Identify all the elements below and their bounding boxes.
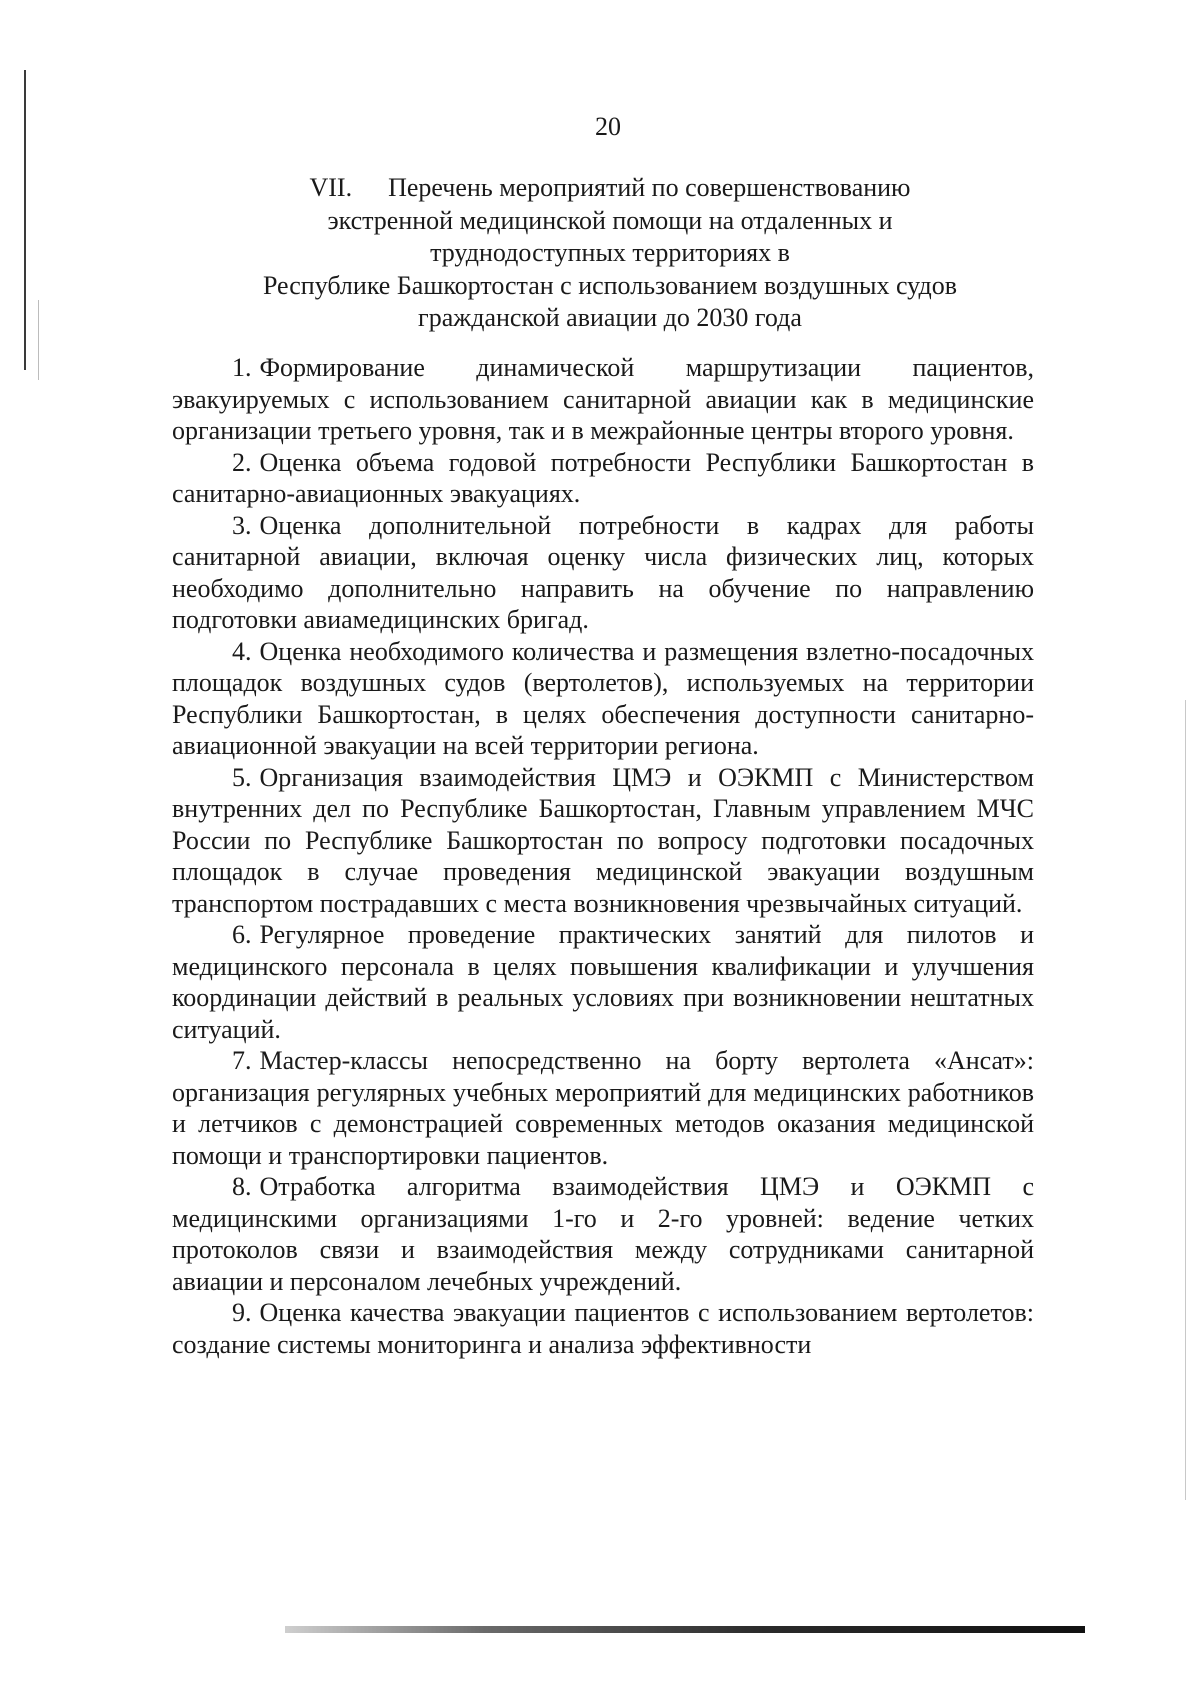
item-text: Оценка качества эвакуации пациентов с использованием вертолетов: создание системы мониторинга и анализа эффективности — [172, 1298, 1034, 1359]
heading-line-2: экстренной медицинской помощи на отдаленных и — [327, 205, 893, 235]
heading-line-1 — [200, 172, 1020, 205]
heading-text: Перечень мероприятий по совершенствованию — [388, 173, 911, 202]
item-number: 1. — [232, 353, 252, 382]
list-item-7 — [172, 1045, 1034, 1171]
page-number: 20 — [595, 112, 621, 141]
heading-line-3: труднодоступных территориях в — [430, 238, 790, 267]
measures-list — [172, 352, 1034, 1360]
section-roman-numeral: VII. — [309, 173, 353, 202]
item-number: 8. — [232, 1172, 252, 1201]
item-text: Организация взаимодействия ЦМЭ и ОЭКМП с Министерством внутренних дел по Республике Башкортостан, Главным управлением МЧС России по Республике Башкортостан по вопросу подготовки посадочных площадок в случае проведения медицинской эвакуации воздушным транспортом пострадавших с места возникновения чрезвычайных ситуаций. — [172, 762, 1034, 918]
scan-edge-line-faint — [38, 300, 39, 380]
heading-line-5: гражданской авиации до 2030 года — [418, 303, 802, 332]
item-number: 3. — [232, 510, 252, 540]
item-text: Регулярное проведение практических занятий для пилотов и медицинского персонала в целях повышения квалификации и улучшения координации действий в реальных условиях при возникновении нештатных ситуаций. — [172, 920, 1034, 1044]
list-item-8 — [172, 1171, 1034, 1297]
list-item-9 — [172, 1297, 1034, 1360]
item-number: 2. — [232, 447, 252, 477]
item-text: Оценка необходимого количества и размещения взлетно-посадочных площадок воздушных судов (вертолетов), используемых на территории Республики Башкортостан, в целях обеспечения доступности санитарно-авиационной эвакуации на всей территории региона. — [172, 636, 1034, 760]
list-item-3 — [172, 510, 1034, 636]
list-item-2 — [172, 447, 1034, 510]
item-number: 6. — [232, 920, 252, 949]
scan-edge-line-right — [1185, 700, 1186, 1500]
item-text: Отработка алгоритма взаимодействия ЦМЭ и ОЭКМП с медицинскими организациями 1-го и 2-го уровней: ведение четких протоколов связи и взаимодействия между сотрудниками санитарной авиации и персоналом лечебных учреждений. — [172, 1172, 1034, 1296]
scan-bottom-bar — [285, 1626, 1085, 1633]
item-text: Оценка объема годовой потребности Республики Башкортостан в санитарно-авиационных эвакуациях. — [172, 447, 1034, 508]
list-item-4 — [172, 636, 1034, 762]
item-number: 7. — [232, 1046, 252, 1075]
list-item-6 — [172, 919, 1034, 1045]
item-text: Формирование динамической маршрутизации пациентов, эвакуируемых с использованием санитарной авиации как в медицинские организации третьего уровня, так и в межрайонные центры второго уровня. — [172, 353, 1034, 445]
item-text: Мастер-классы непосредственно на борту вертолета «Ансат»: организация регулярных учебных мероприятий для медицинских работников и летчиков с демонстрацией современных методов оказания медицинской помощи и транспортировки пациентов. — [172, 1046, 1034, 1170]
list-item-5 — [172, 762, 1034, 920]
list-item-1 — [172, 352, 1034, 447]
item-number: 9. — [232, 1298, 252, 1327]
heading-line-4: Республике Башкортостан с использованием воздушных судов — [262, 270, 958, 300]
item-number: 4. — [232, 636, 252, 666]
item-number: 5. — [232, 762, 252, 792]
item-text: Оценка дополнительной потребности в кадрах для работы санитарной авиации, включая оценку числа физических лиц, которых необходимо дополнительно направить на обучение по направлению подготовки авиамедицинских бригад. — [172, 510, 1034, 634]
section-heading — [200, 172, 1020, 335]
